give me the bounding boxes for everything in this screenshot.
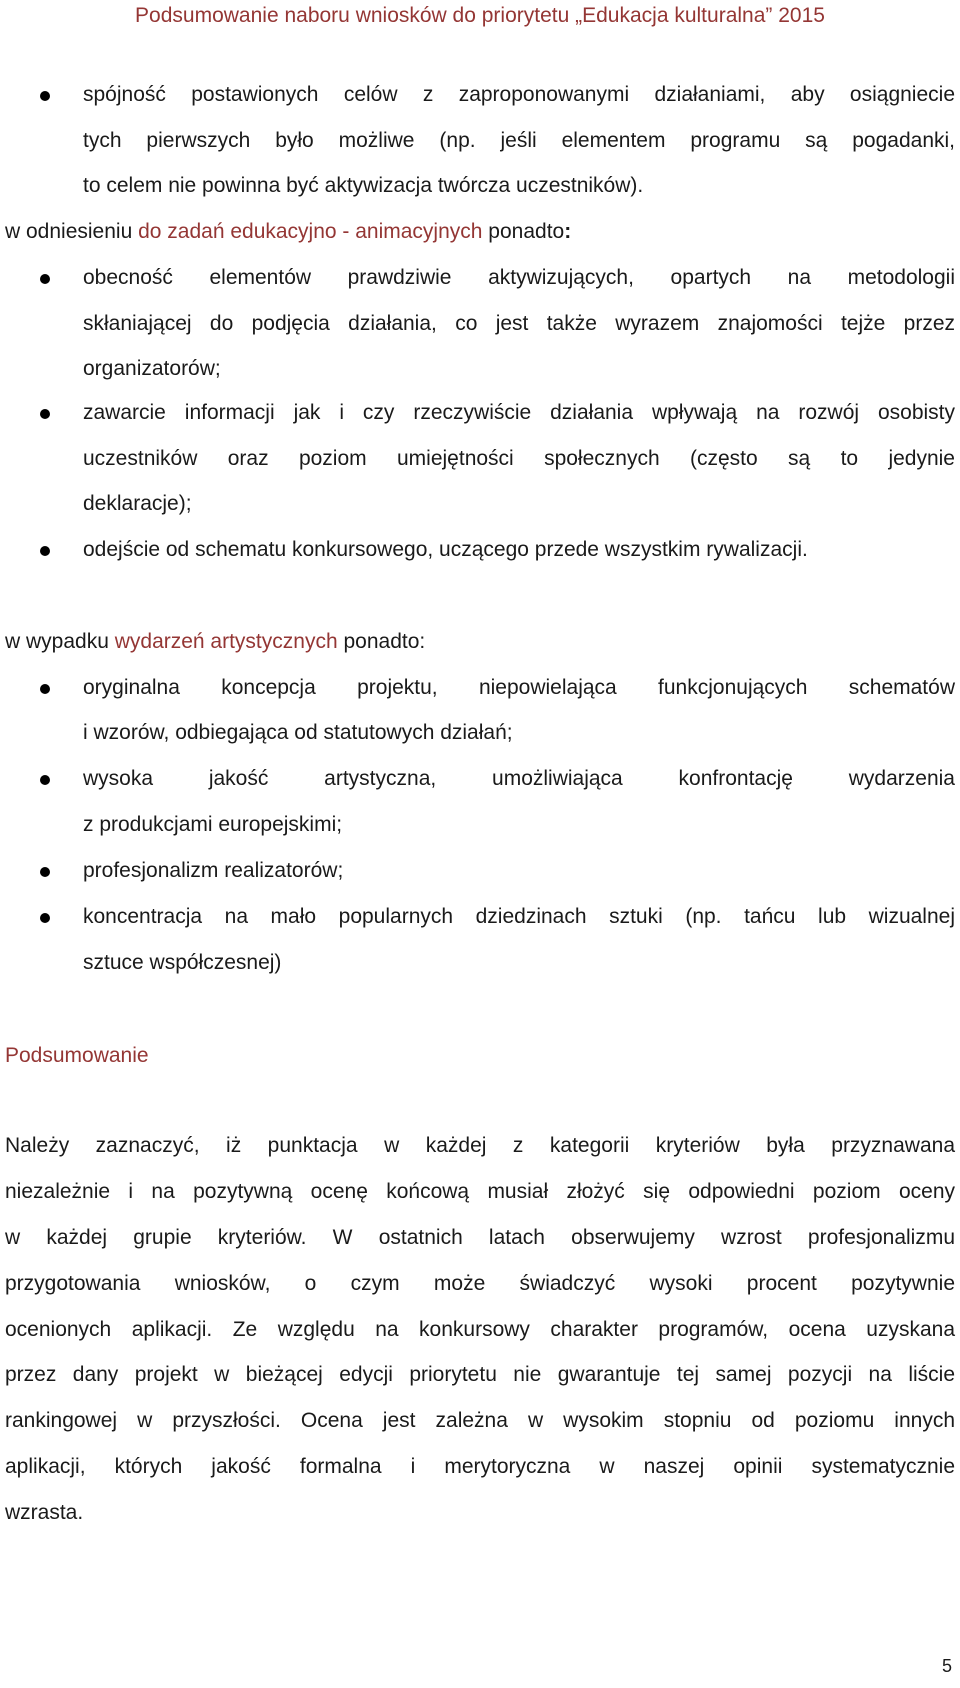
page-header: Podsumowanie naboru wniosków do priorytetu „Edukacja kulturalna” 2015 [135,4,825,27]
paragraph-line: ocenionych aplikacji. Ze względu na konkursowy charakter programów, ocena uzyskana [5,1318,955,1341]
bullet-icon [40,775,50,785]
paragraph-line: przygotowania wniosków, o czym może świadczyć wysoki procent pozytywnie [5,1272,955,1295]
intro-text: w odniesieniu [5,220,139,243]
section-title: Podsumowanie [5,1044,149,1067]
list-item-line: spójność postawionych celów z zaproponowanymi działaniami, aby osiągniecie [83,83,955,106]
list-item-line: i wzorów, odbiegająca od statutowych działań; [83,721,513,744]
bullet-icon [40,913,50,923]
paragraph-line: niezależnie i na pozytywną ocenę końcową musiał złożyć się odpowiedni poziom oceny [5,1180,955,1203]
bullet-icon [40,274,50,284]
list-item-line: uczestników oraz poziom umiejętności społecznych (często są to jedynie [83,447,955,470]
list-item-line: deklaracje); [83,492,192,515]
bullet-icon [40,409,50,419]
intro-text: w wypadku [5,630,115,653]
bullet-icon [40,684,50,694]
page-number: 5 [941,1656,952,1676]
section-intro [5,631,425,652]
list-item-line: wysoka jakość artystyczna, umożliwiająca konfrontację wydarzenia [83,767,955,790]
list-item-line: koncentracja na mało popularnych dziedzinach sztuki (np. tańcu lub wizualnej [83,905,955,928]
intro-accent: wydarzeń artystycznych [114,630,338,653]
intro-accent: do zadań edukacyjno - animacyjnych [138,220,483,243]
list-item-line: obecność elementów prawdziwie aktywizujących, opartych na metodologii [83,266,955,289]
list-item-line: oryginalna koncepcja projektu, niepowielająca funkcjonujących schematów [83,676,955,699]
bullet-icon [40,546,50,556]
list-item-line: odejście od schematu konkursowego, uczącego przede wszystkim rywalizacji. [83,538,808,561]
paragraph-line: rankingowej w przyszłości. Ocena jest zależna w wysokim stopniu od poziomu innych [5,1409,955,1432]
intro-colon: : [564,220,572,243]
list-item-line: profesjonalizm realizatorów; [83,859,344,882]
paragraph-line: wzrasta. [5,1501,84,1524]
paragraph-line: aplikacji, których jakość formalna i merytoryczna w naszej opinii systematycznie [5,1455,955,1478]
list-item-line: zawarcie informacji jak i czy rzeczywiście działania wpływają na rozwój osobisty [83,401,955,424]
paragraph-line: w każdej grupie kryteriów. W ostatnich latach obserwujemy wzrost profesjonalizmu [5,1226,955,1249]
bullet-icon [40,91,50,101]
section-intro [5,221,571,242]
list-item-line: z produkcjami europejskimi; [83,813,343,836]
list-item-line: skłaniającej do podjęcia działania, co jest także wyrazem znajomości tejże przez [83,312,955,335]
list-item-line: organizatorów; [83,357,221,380]
intro-text: ponadto: [337,630,426,653]
list-item-line: to celem nie powinna być aktywizacja twórcza uczestników). [83,174,644,197]
list-item-line: sztuce współczesnej) [83,951,282,974]
intro-text: ponadto [482,220,565,243]
paragraph-line: przez dany projekt w bieżącej edycji priorytetu nie gwarantuje tej samej pozycji na liście [5,1363,955,1386]
list-item-line: tych pierwszych było możliwe (np. jeśli elementem programu są pogadanki, [83,129,955,152]
paragraph-line: Należy zaznaczyć, iż punktacja w każdej z kategorii kryteriów była przyznawana [5,1134,955,1157]
bullet-icon [40,867,50,877]
